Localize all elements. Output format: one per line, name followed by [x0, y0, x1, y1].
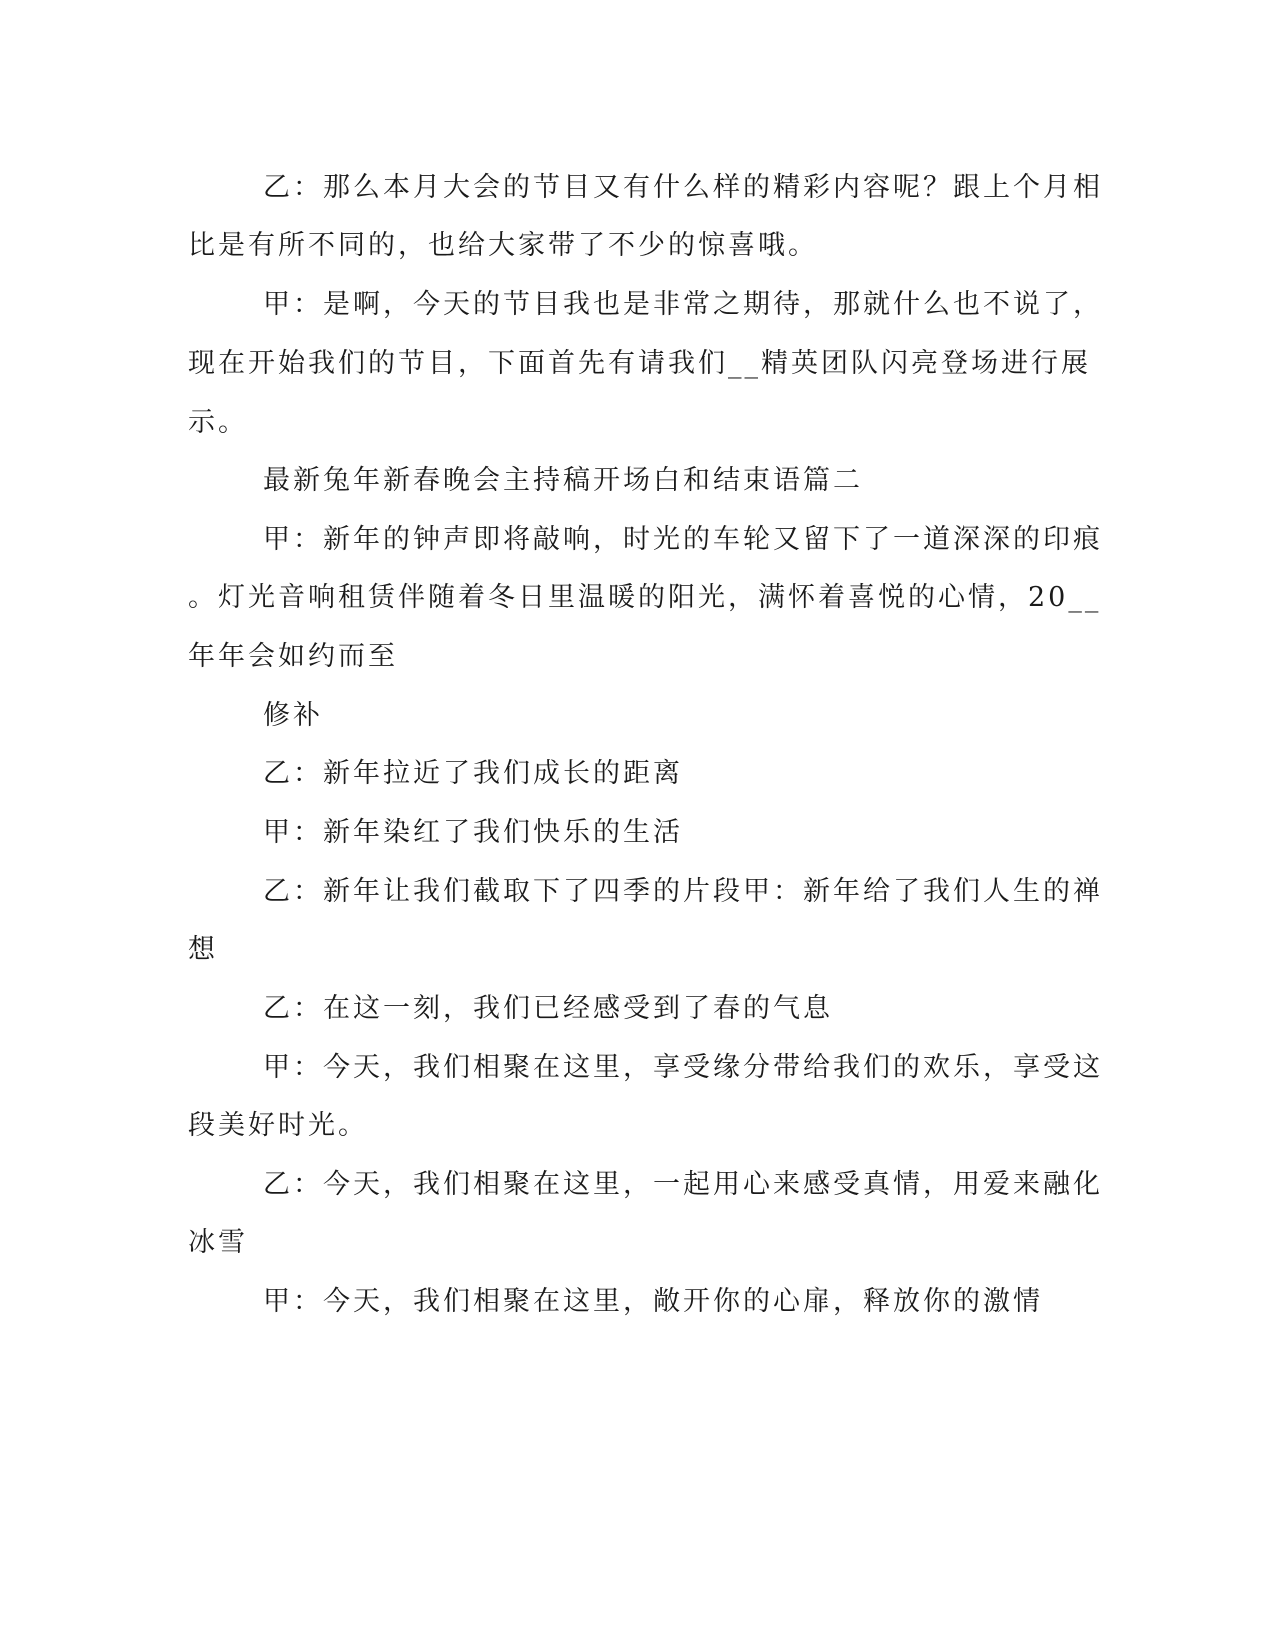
paragraph-line: 甲：今天，我们相聚在这里，敞开你的心扉，释放你的激情 — [263, 1286, 1043, 1317]
paragraph-line: 冰雪 — [188, 1227, 248, 1258]
paragraph-line: 乙：那么本月大会的节目又有什么样的精彩内容呢？跟上个月相 — [263, 172, 1103, 203]
paragraph-line: 段美好时光。 — [188, 1110, 368, 1141]
paragraph-line: 甲：新年染红了我们快乐的生活 — [263, 817, 683, 848]
paragraph-line: 甲：今天，我们相聚在这里，享受缘分带给我们的欢乐，享受这 — [263, 1052, 1103, 1083]
paragraph-line: 想 — [188, 934, 218, 965]
paragraph-line: 甲：是啊，今天的节目我也是非常之期待，那就什么也不说了， — [263, 289, 1103, 320]
paragraph-line: 示。 — [188, 407, 248, 438]
paragraph-line: 甲：新年的钟声即将敲响，时光的车轮又留下了一道深深的印痕 — [263, 524, 1103, 555]
paragraph-line: 乙：在这一刻，我们已经感受到了春的气息 — [263, 993, 833, 1024]
paragraph-line: 年年会如约而至 — [188, 641, 398, 672]
paragraph-line: 。灯光音响租赁伴随着冬日里温暖的阳光，满怀着喜悦的心情，20__ — [188, 582, 1102, 613]
paragraph-line: 乙：今天，我们相聚在这里，一起用心来感受真情，用爱来融化 — [263, 1169, 1103, 1200]
paragraph-line: 现在开始我们的节目，下面首先有请我们__精英团队闪亮登场进行展 — [188, 348, 1091, 379]
paragraph-line: 修补 — [263, 700, 323, 731]
paragraph-line: 比是有所不同的，也给大家带了不少的惊喜哦。 — [188, 230, 818, 261]
paragraph-line: 乙：新年让我们截取下了四季的片段甲：新年给了我们人生的禅 — [263, 876, 1103, 907]
paragraph-line: 乙：新年拉近了我们成长的距离 — [263, 758, 683, 789]
section-heading: 最新兔年新春晚会主持稿开场白和结束语篇二 — [263, 465, 863, 496]
